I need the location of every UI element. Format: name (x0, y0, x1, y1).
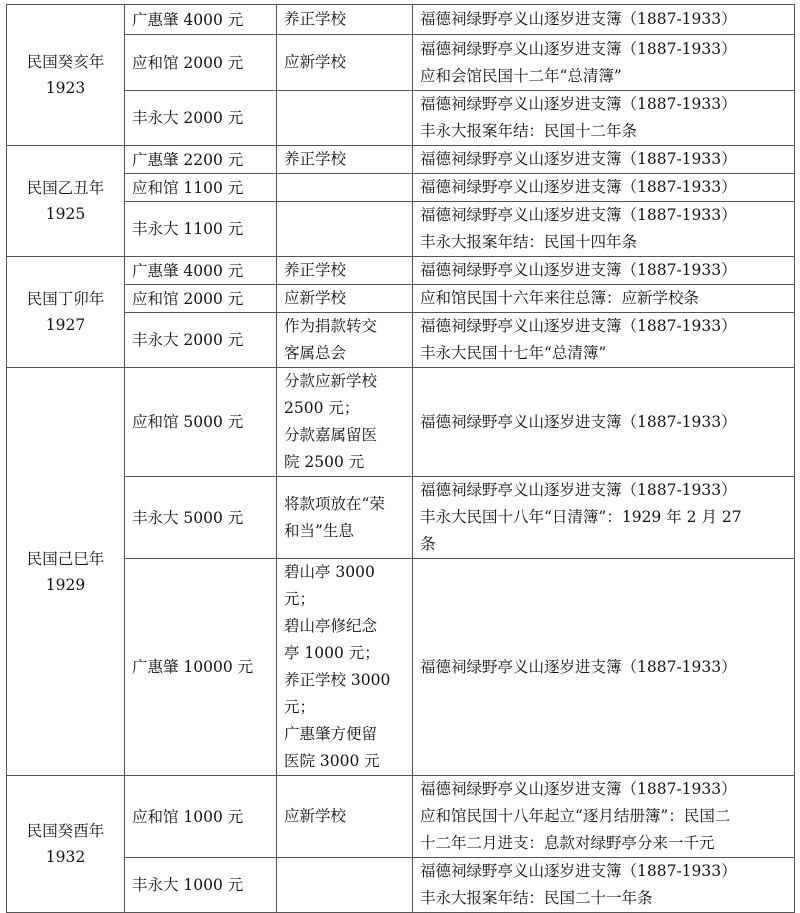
use-line: 客属总会 (284, 344, 347, 362)
fund-cell: 应和馆 1100 元 (125, 174, 277, 202)
fund-cell: 丰永大 1000 元 (125, 858, 277, 913)
table-row (7, 477, 795, 559)
fund-cell: 丰永大 1100 元 (125, 202, 277, 257)
use-line: 应新学校 (284, 53, 347, 71)
source-line: 福德祠绿野亭义山逐岁进支簿（1887-1933） (420, 657, 737, 676)
year-cell (7, 5, 125, 146)
source-line: 丰永大报案年结：民国十四年条 (420, 233, 638, 251)
source-cell (413, 559, 795, 776)
fund-cell: 广惠肇 4000 元 (125, 257, 277, 285)
source-line: 丰永大报案年结：民国十二年条 (420, 122, 638, 140)
use-line: 分款嘉属留医 (284, 426, 378, 444)
use-line: 养正学校 (284, 261, 347, 279)
use-cell (277, 146, 413, 174)
source-line: 福德祠绿野亭义山逐岁进支簿（1887-1933） (420, 862, 737, 880)
source-line: 福德祠绿野亭义山逐岁进支簿（1887-1933） (420, 261, 737, 279)
fund-cell: 应和馆 5000 元 (125, 368, 277, 477)
year-cell (7, 257, 125, 368)
use-cell (277, 285, 413, 313)
source-line: 丰永大报案年结：民国二十一年条 (420, 889, 653, 907)
use-line: 院 2500 元 (284, 453, 365, 471)
fund-cell: 丰永大 2000 元 (125, 91, 277, 146)
use-cell (277, 202, 413, 257)
source-cell (413, 368, 795, 477)
use-cell (277, 368, 413, 477)
source-cell (413, 477, 795, 559)
fund-cell: 应和馆 1000 元 (125, 776, 277, 858)
table-row (7, 285, 795, 313)
year-label: 民国己巳年 (26, 549, 105, 568)
year-label: 1927 (45, 316, 86, 334)
use-line: 养正学校 (284, 10, 347, 28)
source-cell (413, 35, 795, 91)
use-line: 养正学校 3000 (284, 671, 391, 689)
source-cell (413, 146, 795, 174)
fund-cell: 应和馆 2000 元 (125, 285, 277, 313)
source-line: 应和会馆民国十二年“总清簿” (420, 66, 622, 85)
table-row (7, 91, 795, 146)
source-line: 福德祠绿野亭义山逐岁进支簿（1887-1933） (420, 412, 737, 431)
table-row (7, 174, 795, 202)
year-label: 1932 (45, 848, 86, 866)
use-cell (277, 5, 413, 35)
source-cell (413, 285, 795, 313)
source-line: 福德祠绿野亭义山逐岁进支簿（1887-1933） (420, 780, 737, 798)
source-line: 福德祠绿野亭义山逐岁进支簿（1887-1933） (420, 150, 737, 168)
source-cell (413, 776, 795, 858)
year-cell (7, 146, 125, 257)
table-row (7, 313, 795, 368)
source-line: 福德祠绿野亭义山逐岁进支簿（1887-1933） (420, 206, 737, 224)
source-line: 应和馆民国十六年来往总簿：应新学校条 (420, 289, 700, 307)
table-row (7, 559, 795, 776)
use-line: 碧山亭 3000 (284, 563, 375, 581)
use-line: 和当”生息 (284, 521, 354, 540)
use-line: 应新学校 (284, 807, 347, 825)
year-cell (7, 776, 125, 913)
source-line: 条 (420, 535, 436, 553)
use-line: 亭 1000 元； (284, 644, 380, 662)
table-body (7, 5, 795, 913)
fund-cell: 广惠肇 10000 元 (125, 559, 277, 776)
use-cell (277, 313, 413, 368)
source-line: 福德祠绿野亭义山逐岁进支簿（1887-1933） (420, 10, 737, 28)
use-cell (277, 858, 413, 913)
use-line: 2500 元； (284, 399, 360, 417)
source-line: 福德祠绿野亭义山逐岁进支簿（1887-1933） (420, 39, 737, 58)
year-label: 1929 (45, 575, 86, 594)
source-line: 丰永大民国十八年“日清簿”：1929 年 2 月 27 (420, 508, 742, 526)
use-cell (277, 35, 413, 91)
use-line: 医院 3000 元 (284, 752, 380, 770)
use-line: 分款应新学校 (284, 372, 378, 390)
fund-cell: 广惠肇 2200 元 (125, 146, 277, 174)
source-cell (413, 313, 795, 368)
allocation-table (6, 4, 795, 913)
use-cell (277, 776, 413, 858)
source-line: 十二年二月进支：息款对绿野亭分来一千元 (420, 834, 715, 852)
table-row (7, 5, 795, 35)
table-row (7, 368, 795, 477)
table-row (7, 146, 795, 174)
use-cell (277, 91, 413, 146)
use-line: 碧山亭修纪念 (284, 617, 378, 635)
source-cell (413, 257, 795, 285)
year-label: 民国癸亥年 (26, 53, 105, 71)
table-row (7, 202, 795, 257)
use-line: 应新学校 (284, 289, 347, 307)
source-line: 福德祠绿野亭义山逐岁进支簿（1887-1933） (420, 178, 737, 196)
use-line: 作为捐款转交 (284, 317, 378, 335)
source-cell (413, 202, 795, 257)
source-cell (413, 858, 795, 913)
use-cell (277, 477, 413, 559)
fund-cell: 丰永大 5000 元 (125, 477, 277, 559)
year-label: 民国癸酉年 (26, 822, 105, 840)
source-line: 应和馆民国十八年起立“逐月结册簿”：民国二 (420, 807, 731, 825)
fund-cell: 丰永大 2000 元 (125, 313, 277, 368)
source-line: 福德祠绿野亭义山逐岁进支簿（1887-1933） (420, 317, 737, 335)
year-label: 1925 (45, 205, 86, 223)
year-label: 民国丁卯年 (26, 290, 105, 308)
year-cell (7, 368, 125, 776)
source-cell (413, 91, 795, 146)
source-line: 福德祠绿野亭义山逐岁进支簿（1887-1933） (420, 481, 737, 499)
use-line: 元； (284, 590, 316, 608)
table-row (7, 257, 795, 285)
source-cell (413, 174, 795, 202)
fund-cell: 应和馆 2000 元 (125, 35, 277, 91)
use-line: 将款项放在“荣 (284, 494, 385, 513)
use-cell (277, 257, 413, 285)
source-line: 丰永大民国十七年“总清簿” (420, 344, 607, 362)
use-cell (277, 174, 413, 202)
use-line: 广惠肇方便留 (284, 725, 378, 743)
use-line: 养正学校 (284, 150, 347, 168)
table-row (7, 858, 795, 913)
source-cell (413, 5, 795, 35)
use-line: 元； (284, 698, 316, 716)
fund-cell: 广惠肇 4000 元 (125, 5, 277, 35)
table-row (7, 776, 795, 858)
year-label: 民国乙丑年 (26, 179, 105, 197)
year-label: 1923 (45, 79, 86, 97)
use-cell (277, 559, 413, 776)
source-line: 福德祠绿野亭义山逐岁进支簿（1887-1933） (420, 95, 737, 113)
table-row (7, 35, 795, 91)
